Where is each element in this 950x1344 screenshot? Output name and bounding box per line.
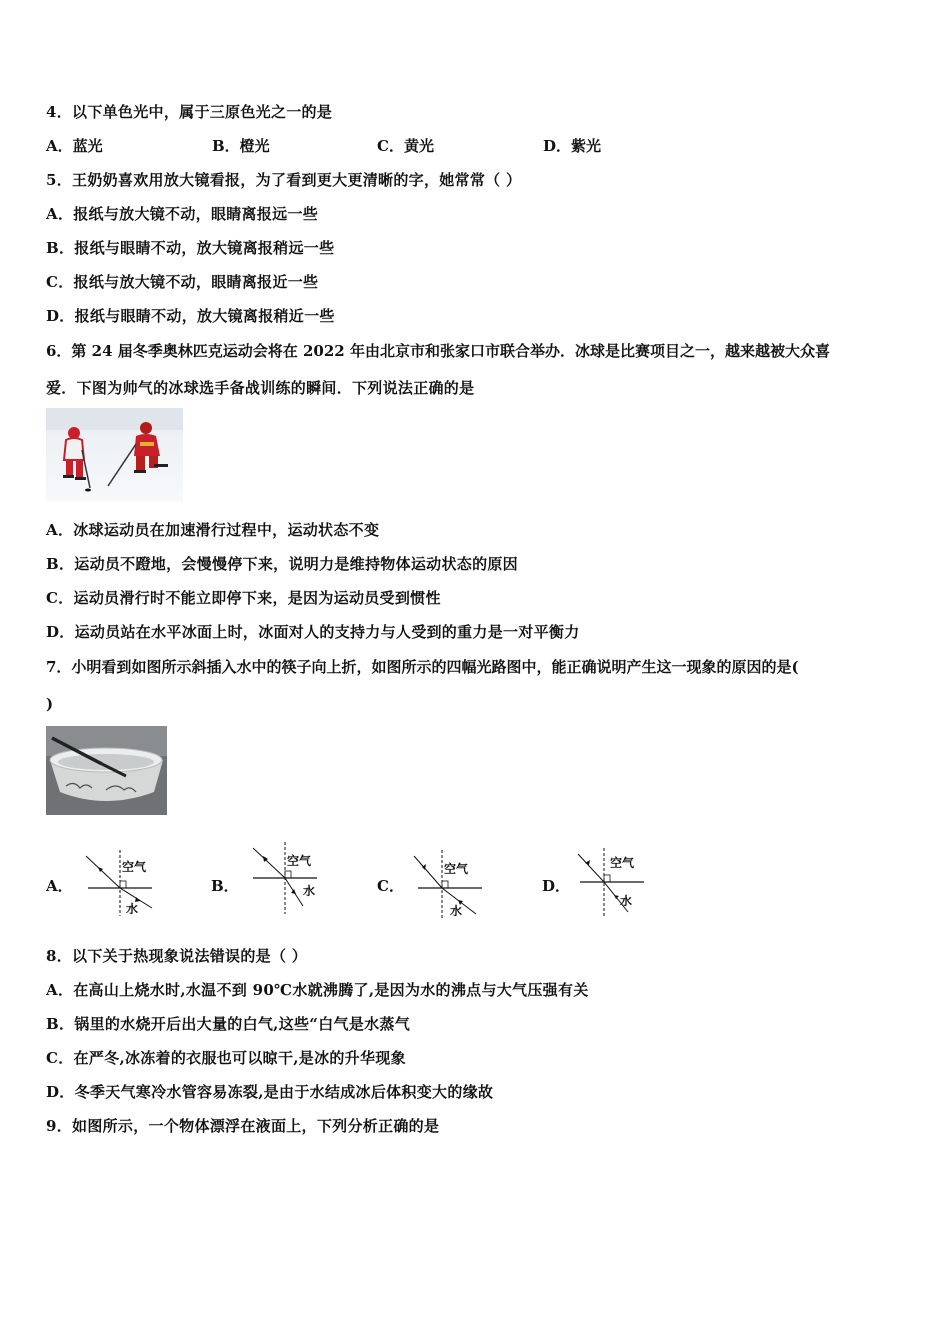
q4-option-b: B．橙光 [212, 137, 270, 155]
water-label: 水 [620, 894, 633, 908]
q8-option-a: A．在高山上烧水时,水温不到 90℃水就沸腾了,是因为水的沸点与大气压强有关 [46, 981, 589, 999]
q6-option-b: B．运动员不蹬地，会慢慢停下来，说明力是维持物体运动状态的原因 [46, 555, 518, 573]
air-label: 空气 [122, 860, 147, 874]
q6-option-c: C．运动员滑行时不能立即停下来，是因为运动员受到惯性 [46, 589, 441, 607]
q4-option-a: A．蓝光 [46, 137, 103, 155]
q8-option-b: B．锅里的水烧开后出大量的白气,这些“白气是水蒸气 [46, 1015, 411, 1033]
bowl-chopstick-photo [46, 726, 167, 815]
q8-option-c: C．在严冬,冰冻着的衣服也可以晾干,是冰的升华现象 [46, 1049, 406, 1067]
q7-option-d-label: D． [542, 877, 571, 895]
q6-stem-line2: 爱．下图为帅气的冰球选手备战训练的瞬间．下列说法正确的是 [46, 379, 475, 397]
q6-stem-line1: 6．第 24 届冬季奥林匹克运动会将在 2022 年由北京市和张家口市联合举办．冰球是比赛项目之一，越来越被大众喜 [46, 342, 830, 360]
q5-option-d: D．报纸与眼睛不动，放大镜离报稍近一些 [46, 307, 335, 325]
q4-option-c: C．黄光 [377, 137, 434, 155]
air-label: 空气 [444, 862, 469, 876]
q6-option-d: D．运动员站在水平冰面上时，冰面对人的支持力与人受到的重力是一对平衡力 [46, 623, 580, 641]
q7-option-b-label: B． [211, 877, 239, 895]
q4-options [46, 136, 906, 156]
water-label: 水 [303, 884, 316, 898]
q5-option-a: A．报纸与放大镜不动，眼睛离报远一些 [46, 205, 319, 223]
air-label: 空气 [610, 856, 635, 870]
q7-option-a-label: A． [46, 877, 73, 895]
q7-diagram-c [410, 848, 488, 920]
q5-option-c: C．报纸与放大镜不动，眼睛离报近一些 [46, 273, 319, 291]
q7-option-c-label: C． [377, 877, 404, 895]
q4-stem: 4．以下单色光中，属于三原色光之一的是 [46, 103, 333, 121]
q6-option-a: A．冰球运动员在加速滑行过程中，运动状态不变 [46, 521, 380, 539]
water-label: 水 [126, 902, 139, 916]
q4-option-d: D．紫光 [543, 137, 602, 155]
q5-stem: 5．王奶奶喜欢用放大镜看报，为了看到更大更清晰的字，她常常（ ） [46, 171, 522, 189]
q7-diagram-b [245, 840, 323, 916]
q7-stem-line2: ) [46, 695, 54, 713]
q7-diagram-d [572, 846, 650, 918]
q7-diagram-a [80, 848, 158, 918]
air-label: 空气 [287, 854, 312, 868]
q7-stem-line1: 7．小明看到如图所示斜插入水中的筷子向上折，如图所示的四幅光路图中，能正确说明产生这一现象的原因的是( [46, 658, 799, 676]
water-label: 水 [450, 904, 463, 918]
q8-stem: 8．以下关于热现象说法错误的是（ ） [46, 947, 308, 965]
q8-option-d: D．冬季天气寒冷水管容易冻裂,是由于水结成冰后体积变大的缘故 [46, 1083, 494, 1101]
hockey-photo [46, 408, 183, 502]
q9-stem: 9．如图所示，一个物体漂浮在液面上，下列分析正确的是 [46, 1117, 440, 1135]
q5-option-b: B．报纸与眼睛不动，放大镜离报稍远一些 [46, 239, 335, 257]
